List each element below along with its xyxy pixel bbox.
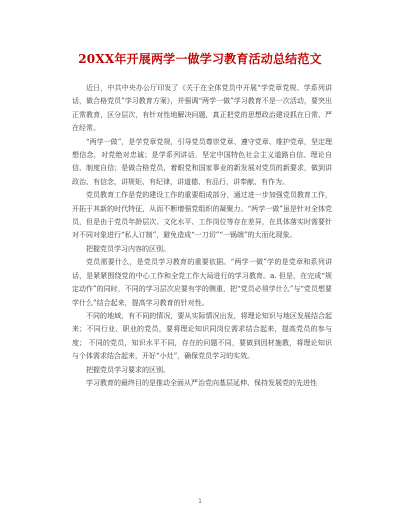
paragraph-6: 学习教育的最终目的是推动全面从严治党向基层延伸、保持发展党的先进性 <box>86 378 317 387</box>
page-number: 1 <box>198 498 202 505</box>
section-heading-requirements: 把握党员学习要求的区别。 <box>86 365 170 374</box>
section-heading-content: 把握党员学习内容的区别。 <box>86 244 170 253</box>
paragraph-3: 党员教育工作是党的建设工作的重要组成部分，通过进一步加强党员教育工作，开拓于其新的时代特征，从而不断增强党组织的凝聚力。“两学一做”虽是针对全体党员，但是由于党员年龄层次、文化水平、工作岗位等存在差异，在具体落实时需要针对不同对象进行“私人订制”，避免造成“一刀切”“一锅端”的大而化现象。 <box>72 191 332 240</box>
paragraph-1: 近日，中共中央办公厅印发了《关于在全体党员中开展“学党章党规、学系列讲话，做合格党员”学习教育方案》，并强调“两学一做”学习教育不是一次活动，要突出正常教育，区分层次，有针对性地解决问题，真正把党的思想政治建设抓在日常、严在经常。 <box>72 84 332 133</box>
paragraph-5: 不同的地域，有不同的情况，要从实际情况出发，将理论知识与地区发展结合起来；不同行业、职业的党员，要将理论知识同岗位需求结合起来，提高党员的参与度； 不同的党员，知识水平不同，存在的问题不同，要做到因材施教，将理论知识与个体需求结合起来，开好“小灶”，确保党员学习的实效。 <box>72 311 332 361</box>
document-body <box>72 82 332 390</box>
document-title: 20XX年开展两学一做学习教育活动总结范文 <box>78 52 322 66</box>
paragraph-2: “两学一做”，是学党章党规，引导党员尊崇党章、遵守党章、维护党章，坚定理想信念，对党绝对忠诚；是学系列讲话，坚定中国特色社会主义道路自信、理论自信、制度自信；是做合格党员，着眼党和国家事业的新发展对党员的新要求，做到讲政治、有信念，讲规矩、有纪律，讲道德、有品行，讲奉献、有作为。 <box>72 137 332 186</box>
paragraph-4: 党员需要什么，是党员学习教育的重要依据。“两学一做”学的是党章和系列讲话，是紧紧围绕党的中心工作和全党工作大局进行的学习教育。a. 但是，在完成“规定动作”的同时，不同的学习层次应要有学的侧重，把“党员必须学什么”与“党员想要学什么”结合起来，提高学习教育的针对性。 <box>72 258 332 307</box>
